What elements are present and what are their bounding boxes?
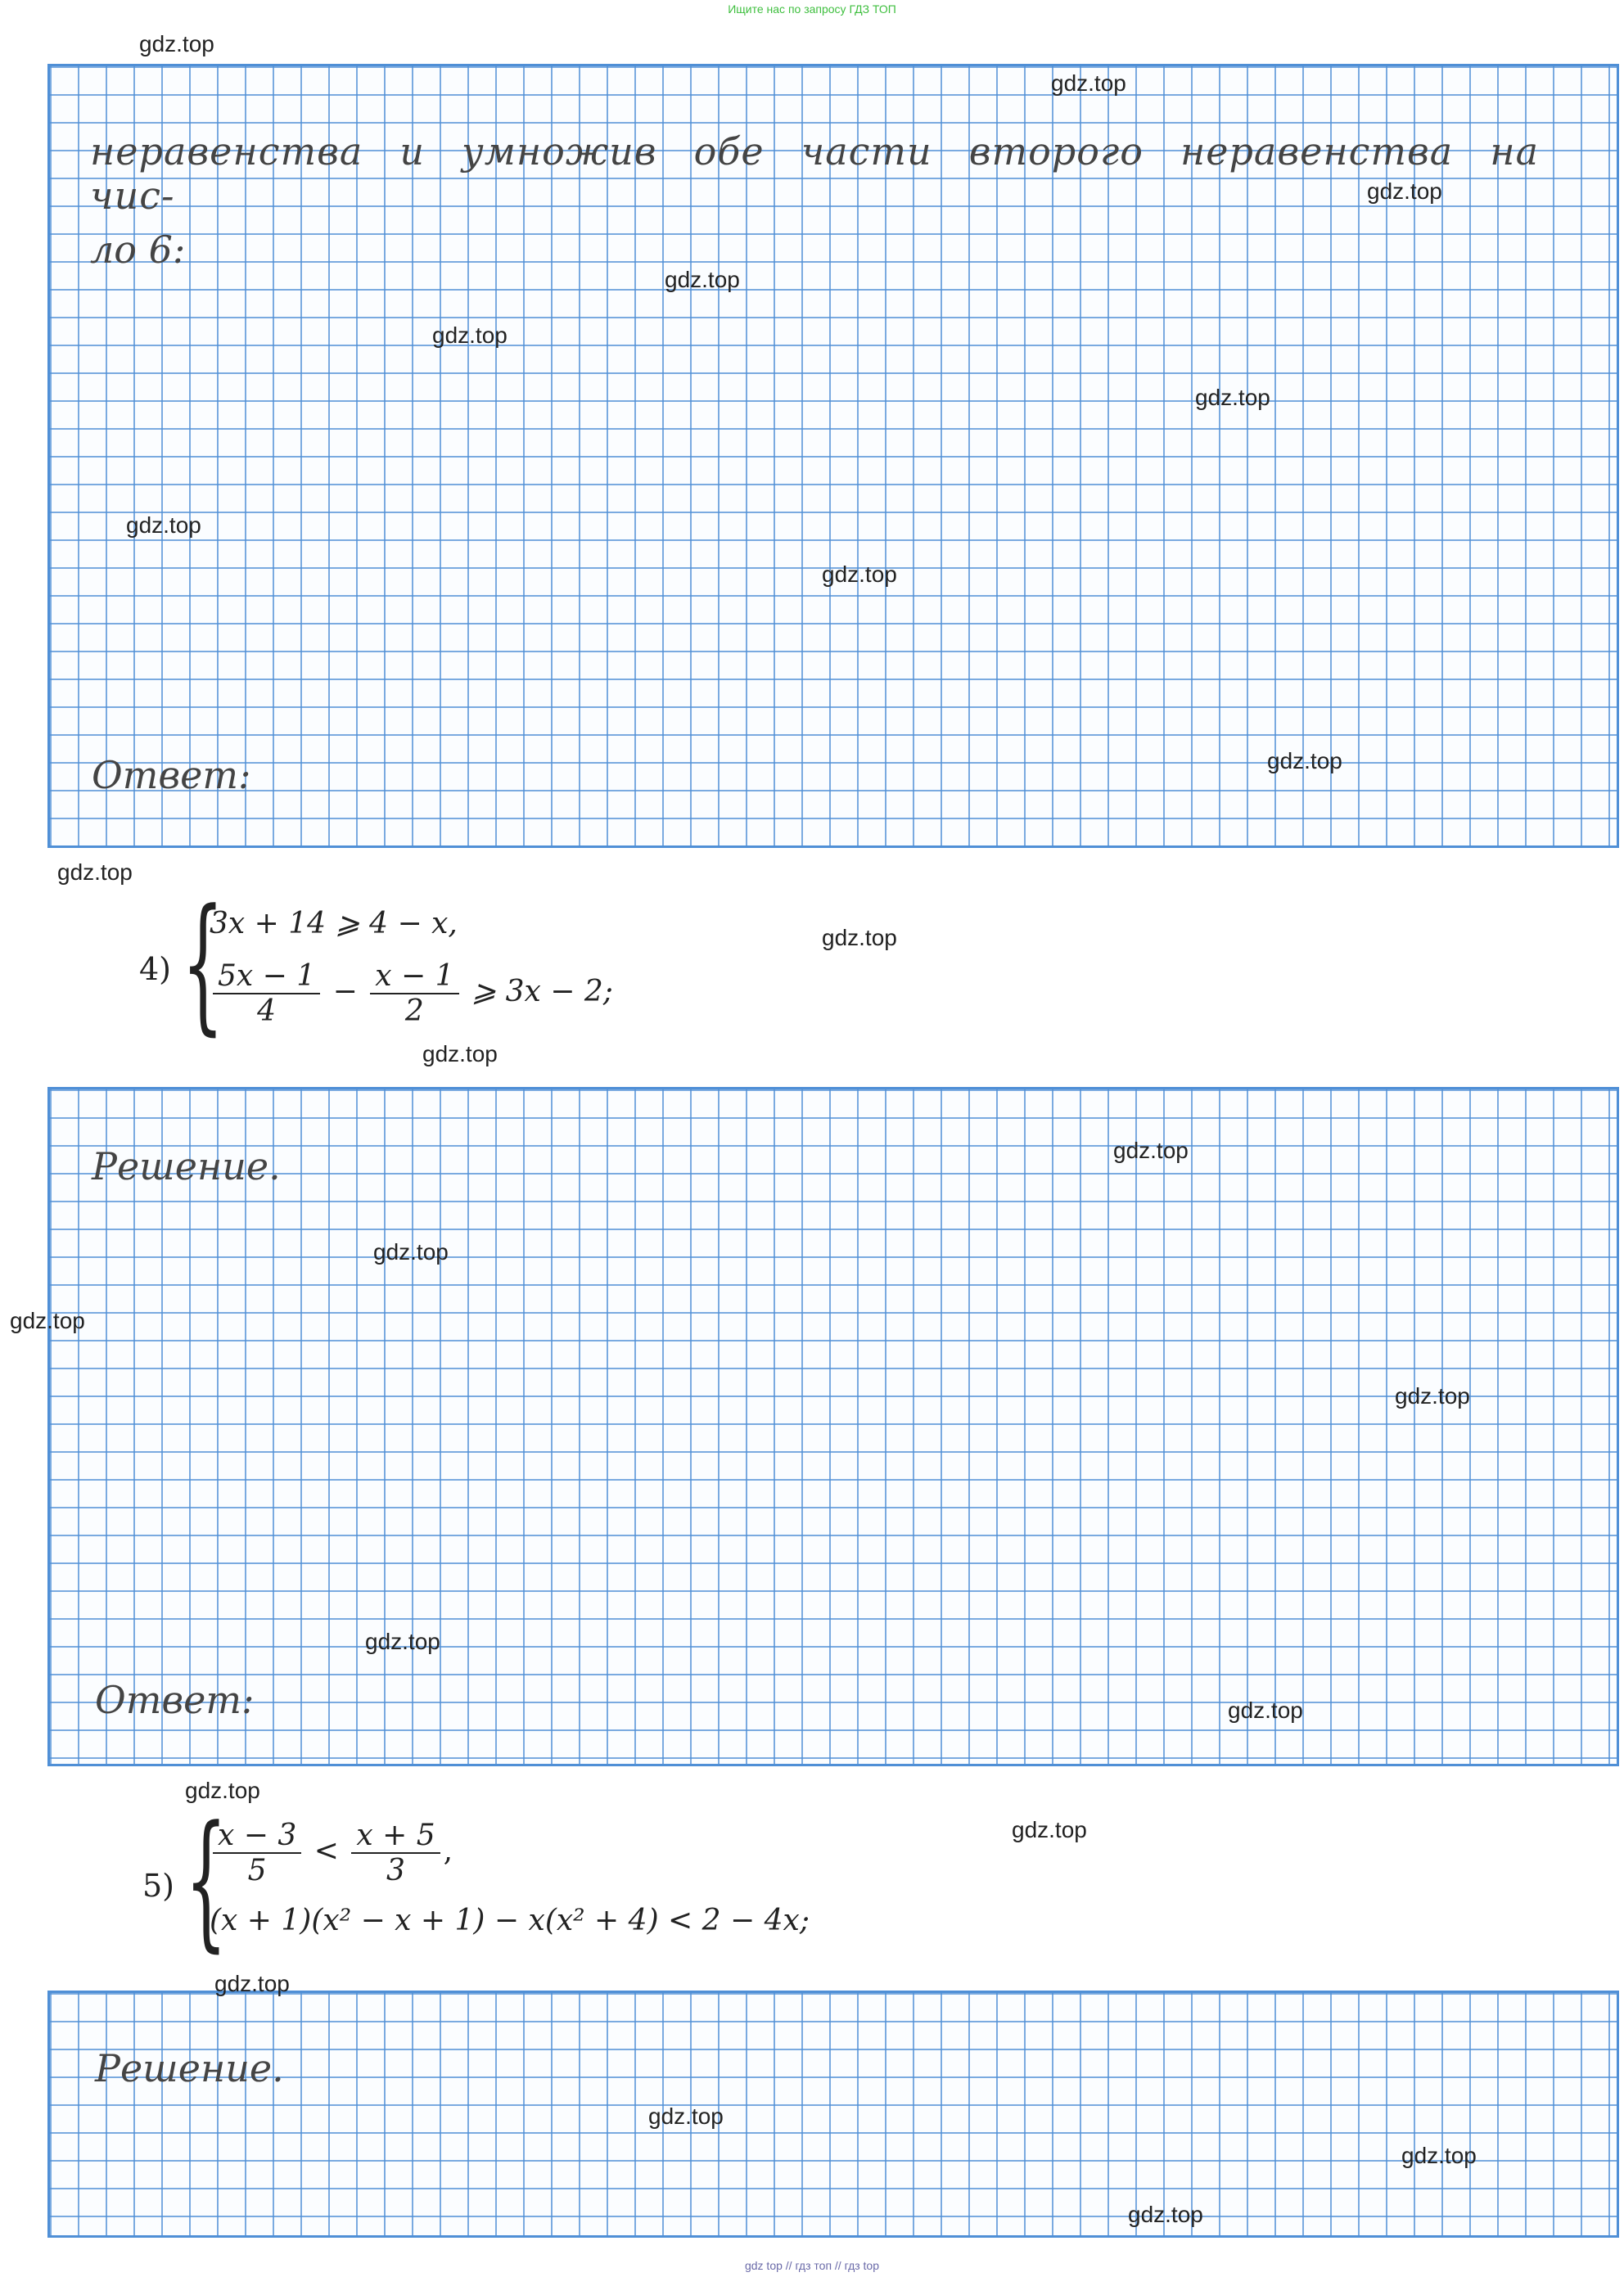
watermark: gdz.top xyxy=(1401,2143,1477,2168)
task-4-brace: { xyxy=(182,878,224,1049)
handwritten-line-2: ло 6: xyxy=(90,228,186,272)
watermark: gdz.top xyxy=(648,2103,724,2129)
watermark: gdz.top xyxy=(422,1041,498,1066)
footer-note: gdz top // гдз топ // гдз top xyxy=(744,2259,880,2272)
answer-label-1: Ответ: xyxy=(92,753,251,797)
answer-label-2: Ответ: xyxy=(95,1678,255,1722)
task-4-fraction-2: $\frac{x - 1}{2}$ xyxy=(370,959,458,1028)
task-5-fraction-2: $\frac{x + 5}{3}$ xyxy=(351,1819,440,1887)
watermark: gdz.top xyxy=(1128,2202,1203,2227)
watermark: gdz.top xyxy=(365,1629,440,1654)
watermark: gdz.top xyxy=(214,1971,290,1996)
watermark: gdz.top xyxy=(1051,70,1126,96)
task-4-inequality-1: 3x + 14 ⩾ 4 − x, xyxy=(210,907,458,940)
watermark: gdz.top xyxy=(57,859,133,885)
watermark: gdz.top xyxy=(1195,385,1270,410)
handwritten-line-1: неравенства и умножив обе части второго неравенства на чис- xyxy=(90,129,1539,218)
watermark: gdz.top xyxy=(126,512,201,538)
solution-label-2: Решение. xyxy=(92,1144,281,1188)
watermark: gdz.top xyxy=(1395,1383,1470,1409)
task-5-fraction-1: $\frac{x - 3}{5}$ xyxy=(213,1819,301,1887)
task-5-inequality-2: (x + 1)(x² − x + 1) − x(x² + 4) < 2 − 4x; xyxy=(210,1904,810,1937)
watermark: gdz.top xyxy=(373,1239,449,1265)
watermark: gdz.top xyxy=(822,561,897,587)
task-5-number: 5) xyxy=(142,1868,175,1904)
watermark: gdz.top xyxy=(1012,1817,1087,1842)
watermark: gdz.top xyxy=(822,925,897,950)
watermark: gdz.top xyxy=(1367,178,1442,204)
watermark: gdz.top xyxy=(1113,1138,1189,1163)
solution-label-3: Решение. xyxy=(95,2046,284,2090)
grid-block-2 xyxy=(47,1087,1619,1766)
task-4-fraction-1: $\frac{5x - 1}{4}$ xyxy=(213,959,320,1028)
grid-block-3 xyxy=(47,1991,1619,2238)
task-5-brace: { xyxy=(185,1795,228,1966)
task-5-inequality-1: $\frac{x - 3}{5}$ < $\frac{x + 5}{3}$ , xyxy=(210,1819,453,1887)
watermark: gdz.top xyxy=(10,1308,85,1333)
watermark: gdz.top xyxy=(139,31,214,56)
task-4-number: 4) xyxy=(139,951,172,987)
watermark: gdz.top xyxy=(1267,748,1342,773)
watermark: gdz.top xyxy=(665,267,740,292)
task-4-inequality-2: $\frac{5x - 1}{4}$ − $\frac{x - 1}{2}$ ⩾ 3x − 2; xyxy=(210,959,613,1028)
watermark: gdz.top xyxy=(432,322,508,348)
watermark: gdz.top xyxy=(185,1778,260,1803)
watermark: gdz.top xyxy=(1228,1698,1303,1723)
top-banner: Ищите нас по запросу ГДЗ ТОП xyxy=(728,2,896,16)
